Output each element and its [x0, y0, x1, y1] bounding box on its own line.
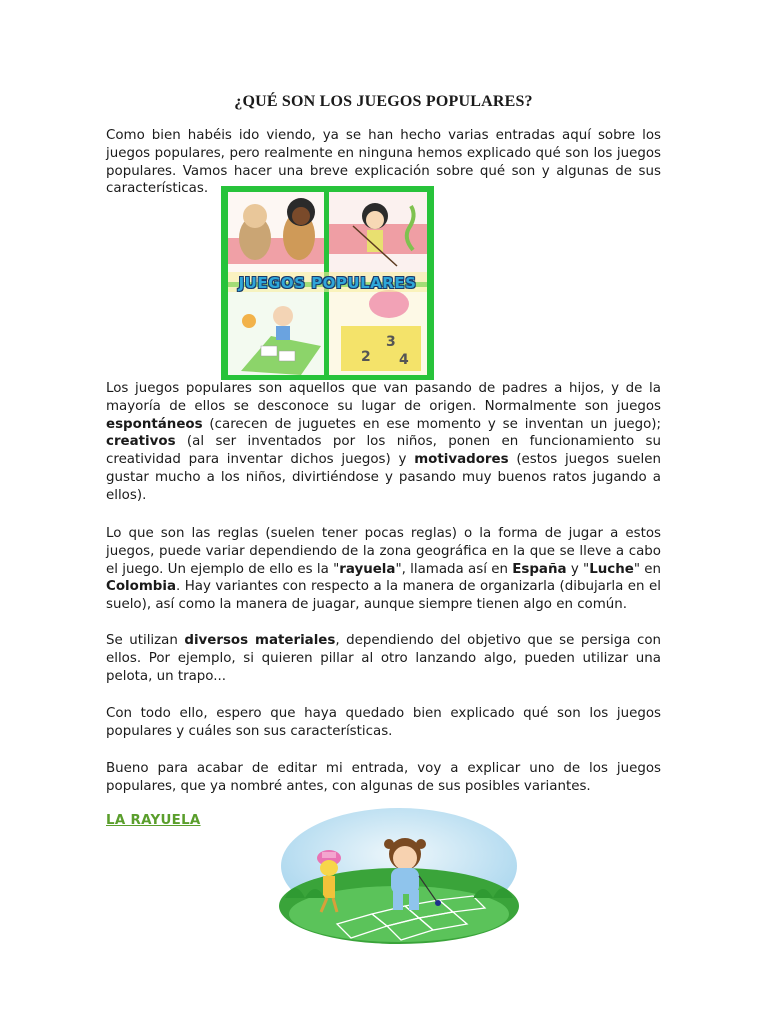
rayuela-link[interactable]: LA RAYUELA [106, 813, 201, 828]
text-segment: Se utilizan [106, 633, 185, 648]
juegos-populares-collage-image [221, 186, 434, 380]
text-segment: . Hay variantes con respecto a la manera de organizarla (dibujarla en el suelo), así como la manera de juagar, aunque siempre tienen algo en común. [106, 579, 661, 613]
keyword-diversos-materiales: diversos materiales [184, 633, 336, 648]
keyword-luche: Luche [589, 561, 634, 577]
text-segment: ", llamada así en [395, 561, 513, 577]
paragraph-conclusion: Con todo ello, espero que haya quedado bien explicado qué son los juegos populares y cuáles son sus características. [106, 706, 661, 739]
text-segment: Los juegos populares son aquellos que van pasando de padres a hijos, y de la mayoría de ellos se desconoce su lugar de origen. Normalmente son juegos [106, 381, 661, 414]
paragraph-next: Bueno para acabar de editar mi entrada, voy a explicar uno de los juegos populares, que ya nombré antes, con algunas de sus posibles variantes. [106, 761, 661, 794]
page-title: ¿QUÉ SON LOS JUEGOS POPULARES? [234, 93, 533, 110]
collage-title: JUEGOS POPULARES [238, 274, 417, 292]
text-segment: (al ser inventados por los niños, ponen en funcionamiento su creatividad para inventar dichos juegos) y [106, 434, 661, 468]
paragraph-materials [106, 632, 661, 685]
rayuela-illustration [277, 806, 521, 944]
text-segment: " en [633, 561, 661, 577]
hopscotch-number: 2 [361, 349, 371, 365]
keyword-creativos: creativos [106, 434, 176, 450]
paragraph-intro: Como bien habéis ido viendo, ya se han hecho varias entradas aquí sobre los juegos populares, pero realmente en ninguna hemos explicado qué son los juegos populares. Vamos hacer una breve explicación sobre qué son y algunas de sus características. [106, 128, 661, 197]
keyword-espana: España [512, 561, 567, 577]
text-segment: , dependiendo del objetivo que se persiga con ellos. Por ejemplo, si quieren pillar al otro lanzando algo, pueden utilizar una pelota, un trapo... [106, 633, 661, 684]
text-segment: (estos juegos suelen gustar mucho a los niños, divirtiéndose y pasando muy buenos ratos jugando a ellos). [106, 452, 661, 503]
keyword-rayuela: rayuela [339, 561, 396, 577]
text-segment: y " [566, 561, 590, 577]
paragraph-definition [106, 380, 661, 505]
keyword-colombia: Colombia [106, 579, 176, 595]
keyword-motivadores: motivadores [414, 452, 509, 468]
rayuela-image [277, 806, 521, 944]
text-segment: Lo que son las reglas (suelen tener pocas reglas) o la forma de jugar a estos juegos, puede variar dependiendo de la zona geográfica en la que se lleve a cabo el juego. Un ejemplo de ello es la " [106, 526, 661, 577]
keyword-espontaneos: espontáneos [106, 416, 203, 432]
hopscotch-number: 3 [386, 334, 396, 350]
text-segment: (carecen de juguetes en ese momento y se inventan un juego); [202, 416, 661, 432]
paragraph-rules [106, 525, 661, 614]
hopscotch-number: 4 [399, 352, 409, 368]
